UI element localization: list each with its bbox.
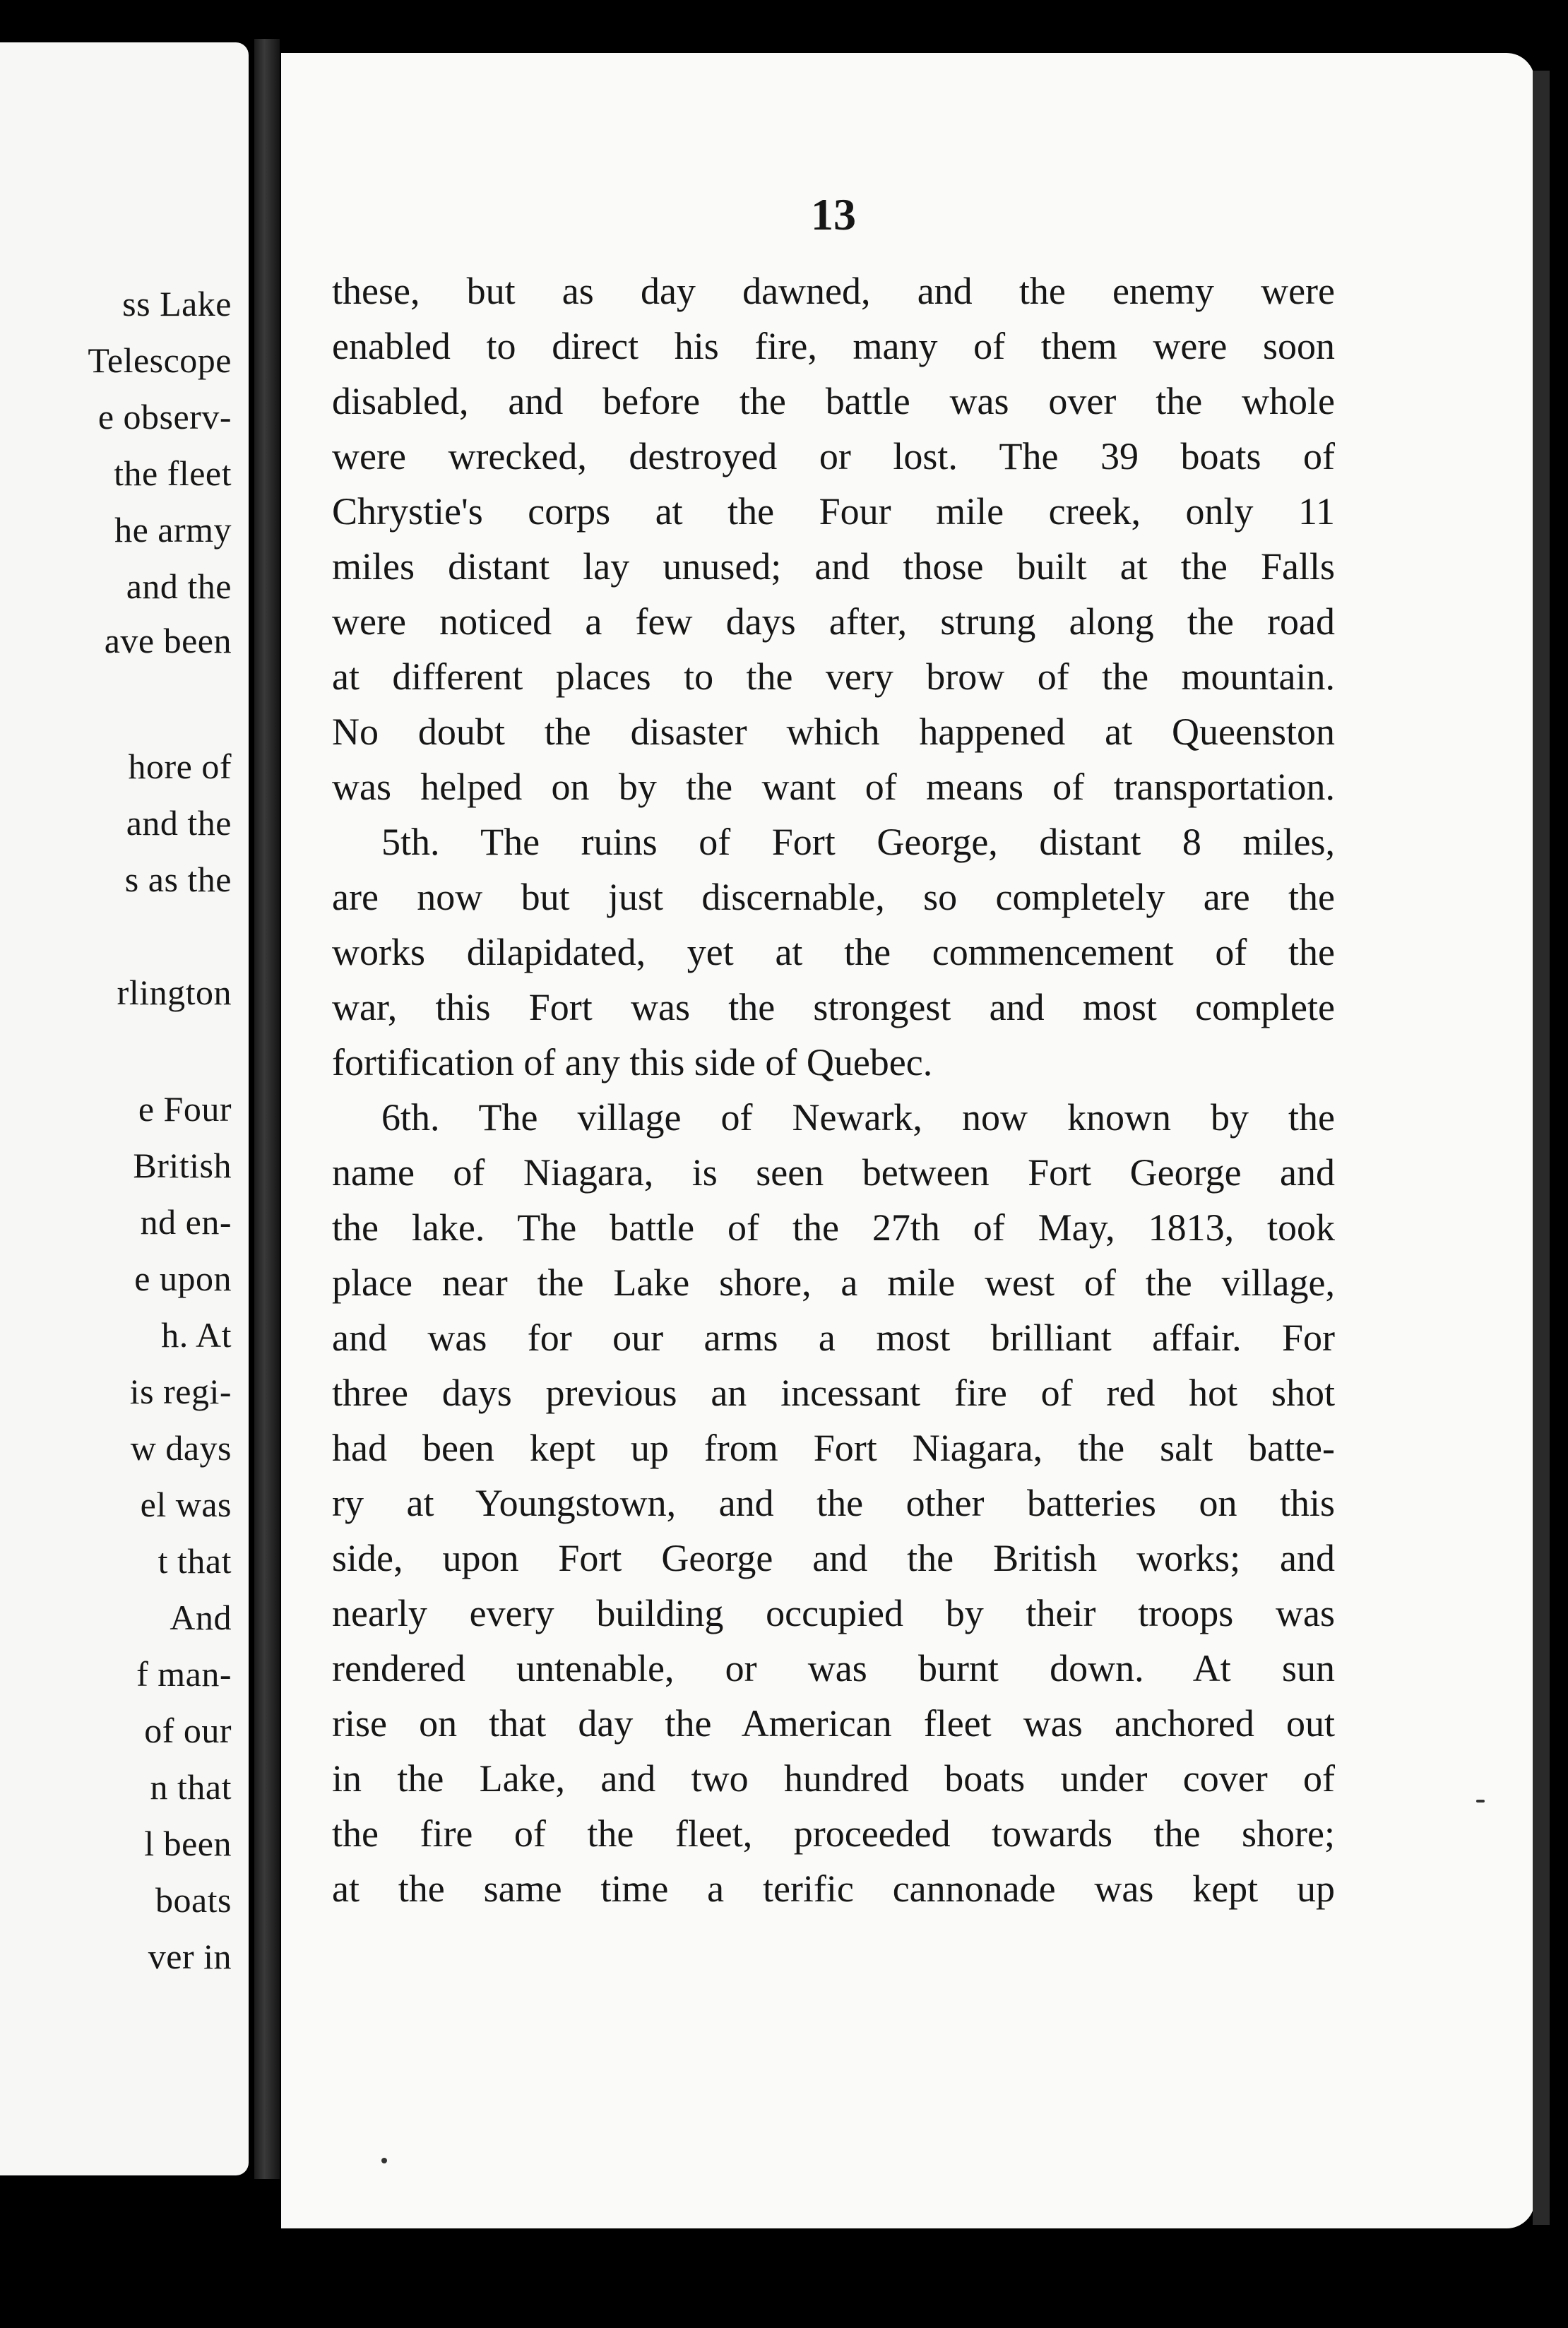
page-edge-shadow	[1533, 71, 1550, 2225]
body-text-line: and was for our arms a most brilliant affair. For	[332, 1317, 1335, 1359]
body-text-line: in the Lake, and two hundred boats under cover of	[332, 1757, 1335, 1800]
body-text-line: at different places to the very brow of the mountain.	[332, 655, 1335, 698]
book-gutter	[254, 39, 280, 2179]
ink-speck	[1476, 1800, 1485, 1803]
body-text-line: side, upon Fort George and the British works; and	[332, 1537, 1335, 1579]
left-page-line: and the	[126, 566, 232, 606]
left-page-line: l been	[144, 1824, 232, 1863]
left-page-line: n that	[150, 1767, 232, 1807]
left-page-line: of our	[144, 1711, 232, 1750]
ink-speck	[381, 2158, 387, 2163]
body-text-line: had been kept up from Fort Niagara, the salt batte-	[332, 1427, 1335, 1469]
left-page-line: Telescope	[88, 340, 232, 380]
body-text-line: 6th. The village of Newark, now known by the	[381, 1096, 1335, 1139]
left-page-line: boats	[155, 1880, 232, 1920]
body-text-line: rendered untenable, or was burnt down. At sun	[332, 1647, 1335, 1689]
body-text-line: miles distant lay unused; and those built at the Falls	[332, 545, 1335, 588]
body-text-line: were wrecked, destroyed or lost. The 39 boats of	[332, 435, 1335, 477]
page-number: 13	[811, 189, 856, 239]
left-page-line: is regi-	[129, 1372, 232, 1411]
left-page-line: and the	[126, 803, 232, 843]
left-page-line: e observ-	[97, 397, 232, 436]
left-page-line: e Four	[138, 1089, 232, 1129]
left-page-line: t that	[158, 1541, 232, 1581]
left-page-line: el was	[140, 1485, 232, 1524]
left-page-line: hore of	[128, 747, 232, 786]
left-page-line: e upon	[134, 1259, 232, 1298]
left-page-line: rlington	[117, 973, 232, 1012]
left-page-line: h. At	[161, 1315, 232, 1355]
body-text-line: war, this Fort was the strongest and most complete	[332, 986, 1335, 1028]
body-text-line: at the same time a terific cannonade was kept up	[332, 1867, 1335, 1910]
body-text-line: fortification of any this side of Quebec.	[332, 1041, 933, 1083]
body-text-line: name of Niagara, is seen between Fort George and	[332, 1151, 1335, 1194]
left-page-line: he army	[114, 510, 232, 550]
body-text-line: No doubt the disaster which happened at Queenston	[332, 711, 1335, 753]
body-text-line: ry at Youngstown, and the other batteries on this	[332, 1482, 1335, 1524]
body-text-line: place near the Lake shore, a mile west of the village,	[332, 1261, 1335, 1304]
left-page-line: ver in	[148, 1937, 232, 1976]
left-page	[0, 42, 249, 2175]
left-page-line: And	[170, 1598, 232, 1637]
body-text-line: three days previous an incessant fire of red hot shot	[332, 1372, 1335, 1414]
body-text-line: are now but just discernable, so completely are the	[332, 876, 1335, 918]
body-text-line: disabled, and before the battle was over the whole	[332, 380, 1335, 422]
left-page-line: ave been	[104, 621, 232, 660]
body-text-line: these, but as day dawned, and the enemy were	[332, 270, 1335, 312]
body-text-line: Chrystie's corps at the Four mile creek, only 11	[332, 490, 1335, 533]
body-text-line: works dilapidated, yet at the commencement of the	[332, 931, 1335, 973]
left-page-line: f man-	[136, 1654, 232, 1694]
body-text-line: 5th. The ruins of Fort George, distant 8 miles,	[381, 821, 1335, 863]
left-page-line: the fleet	[114, 453, 232, 493]
left-page-line: ss Lake	[122, 284, 232, 323]
body-text-line: rise on that day the American fleet was anchored out	[332, 1702, 1335, 1745]
body-text-line: nearly every building occupied by their troops was	[332, 1592, 1335, 1634]
body-text-line: the fire of the fleet, proceeded towards the shore;	[332, 1812, 1335, 1855]
left-page-line: s as the	[124, 860, 232, 899]
body-text-line: was helped on by the want of means of transportation.	[332, 766, 1335, 808]
body-text-line: the lake. The battle of the 27th of May, 1813, took	[332, 1206, 1335, 1249]
left-page-line: nd en-	[140, 1202, 232, 1242]
left-page-line: w days	[130, 1428, 232, 1468]
body-text-line: enabled to direct his fire, many of them were soon	[332, 325, 1335, 367]
body-text-line: were noticed a few days after, strung along the road	[332, 600, 1335, 643]
left-page-line: British	[133, 1146, 232, 1185]
